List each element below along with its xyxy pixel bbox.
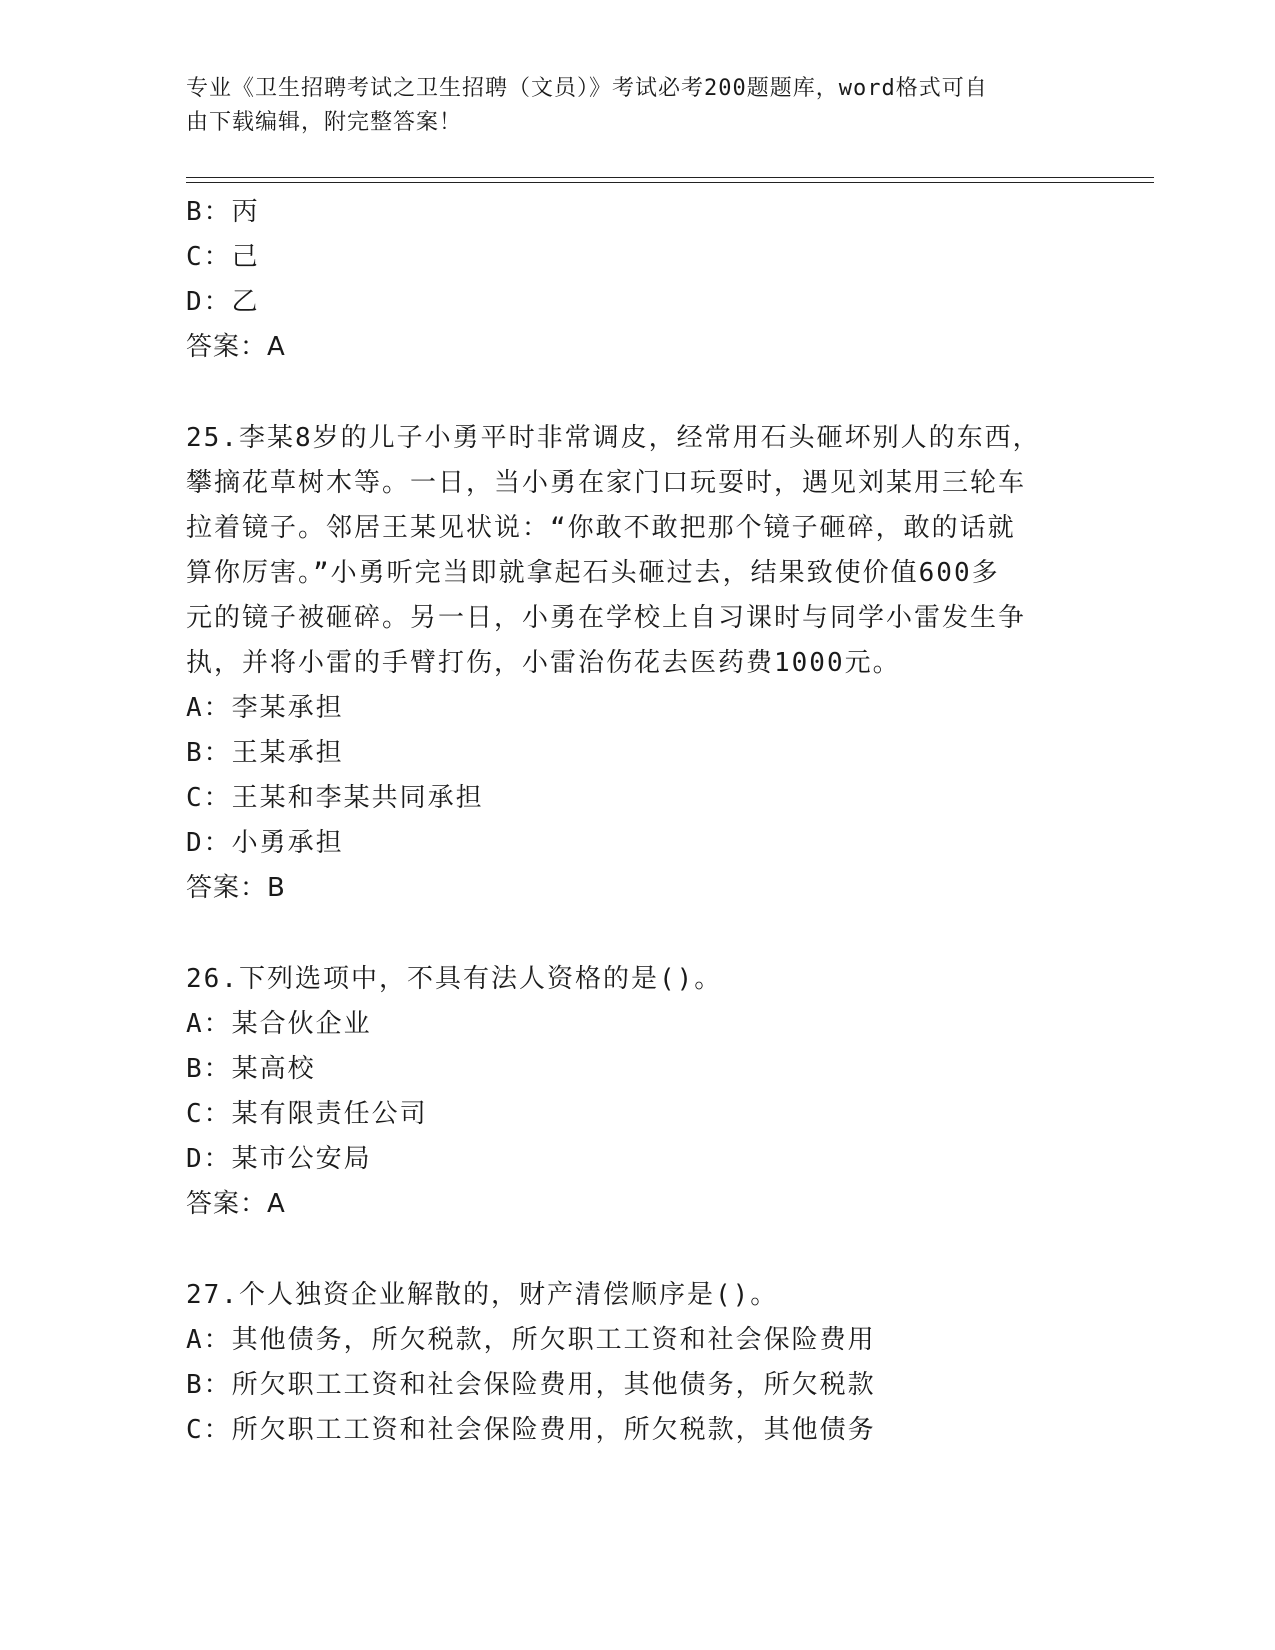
option-b: B：丙 — [186, 197, 260, 227]
option-c: C：某有限责任公司 — [186, 1099, 428, 1129]
header-rule-bottom — [186, 182, 1154, 183]
answer-line: 答案：B — [186, 873, 286, 903]
option-a: A：某合伙企业 — [186, 1009, 372, 1039]
spacer — [186, 370, 1066, 416]
spacer — [186, 1227, 1066, 1273]
question-text-line: 元的镜子被砸碎。另一日，小勇在学校上自习课时与同学小雷发生争 — [186, 603, 1027, 633]
option-b: B：所欠职工工资和社会保险费用，其他债务，所欠税款 — [186, 1370, 876, 1400]
question-list — [186, 190, 1066, 1453]
question-text-line: 攀摘花草树木等。一日，当小勇在家门口玩耍时，遇见刘某用三轮车 — [186, 468, 1027, 498]
option-a: A：其他债务，所欠税款，所欠职工工资和社会保险费用 — [186, 1325, 876, 1355]
option-c: C：王某和李某共同承担 — [186, 783, 484, 813]
question-text-line: 26.下列选项中，不具有法人资格的是()。 — [186, 964, 723, 994]
option-c: C：己 — [186, 242, 260, 272]
option-c: C：所欠职工工资和社会保险费用，所欠税款，其他债务 — [186, 1415, 876, 1445]
question-24-continued — [186, 190, 1066, 370]
question-25 — [186, 416, 1066, 911]
header-line-1: 专业《卫生招聘考试之卫生招聘（文员）》考试必考200题题库，word格式可自 — [186, 76, 988, 101]
option-d: D：某市公安局 — [186, 1144, 372, 1174]
question-27 — [186, 1273, 1066, 1453]
option-d: D：小勇承担 — [186, 828, 344, 858]
answer-line: 答案：A — [186, 332, 286, 362]
question-text-line: 25.李某8岁的儿子小勇平时非常调皮，经常用石头砸坏别人的东西， — [186, 423, 1041, 453]
question-text-line: 拉着镜子。邻居王某见状说：“你敢不敢把那个镜子砸碎，敢的话就 — [186, 513, 1016, 543]
question-text-line: 算你厉害。”小勇听完当即就拿起石头砸过去，结果致使价值600多 — [186, 558, 1000, 588]
header-rule-top — [186, 177, 1154, 178]
option-a: A：李某承担 — [186, 693, 344, 723]
question-text-line: 27.个人独资企业解散的，财产清偿顺序是()。 — [186, 1280, 779, 1310]
question-26 — [186, 957, 1066, 1227]
answer-line: 答案：A — [186, 1189, 286, 1219]
question-text-line: 执，并将小雷的手臂打伤，小雷治伤花去医药费1000元。 — [186, 648, 901, 678]
option-d: D：乙 — [186, 287, 260, 317]
document-header — [186, 72, 1056, 140]
option-b: B：王某承担 — [186, 738, 344, 768]
spacer — [186, 911, 1066, 957]
option-b: B：某高校 — [186, 1054, 316, 1084]
header-line-2: 由下载编辑，附完整答案！ — [186, 110, 463, 135]
